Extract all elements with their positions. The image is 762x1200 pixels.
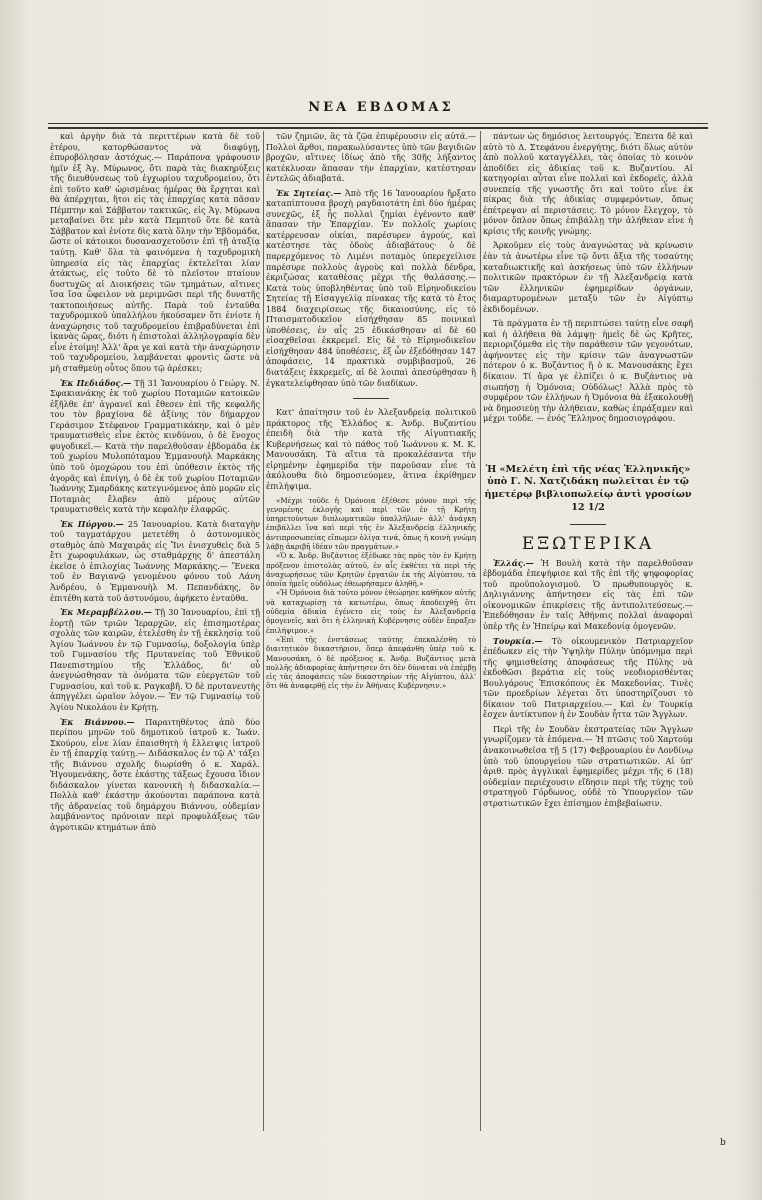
article-paragraph: Ἐκ Πεδιάδος.— Τῇ 31 Ἰανουαρίου ὁ Γεώργ. Ν. Σφακιανάκης ἐκ τοῦ χωρίου Ποταμιῶν κατοικῶν ἐξῆλθε ἐπ' ἀγρανεῖ καὶ ἔθεσεν ἐπὶ τῆς κεφαλῆς του τὸν βραχίονα δὲ ἀξίνης τὸν δήμαρχον Γεράσιμον Στέφανον Γραμματικάκην, καὶ ὁ μὲν τραυματισθεὶς εἶνε ἐκτὸς κινδύνου, ὁ δὲ ἔνοχος φυγοδικεῖ.— Κατὰ τὴν παρελθοῦσαν ἑβδομάδα ἐκ τοῦ χωρίου Μυλοπόταμου Ἐμμανουὴλ Μαρκάκης ὑπὸ τοῦ ὁμοχώρου του ἐπὶ ὑπόθεσιν ἐκτὸς τῆς ἀγορᾶς καὶ ἐπνίγη, ὁ δὲ ἐκ τοῦ χωρίου Ποταμιῶν Ἰωάννης Σμαρδάκης κατεγινόμενος ἀπὸ μορῶν εἰς Ποταμιὰς ἔλαβεν ἀπὸ μέρους αὐτῶν τραυματισθεὶς κατὰ τὴν κεφαλὴν ἐλαφρῶς. bbox=[50, 377, 260, 515]
article-paragraph: καὶ ἀργὴν διὰ τὰ περιττέρων κατὰ δὲ τοῦ ἑτέρου, κατορθώσαντος νὰ διαφύγῃ, ἐπυροβόλησαν ἀστόχως.— Παράπονα γράφουσιν ἡμῖν ἐξ Ἁγ. Μύρωνος, ὅτι παρὰ τὰς διακηρύξεις τῆς διευθύνσεως τοῦ ἐγχωρίου ταχυδρομείου, ὅτι ἐπὶ τοῦτο καθ' ὡρισμένας ἡμέρας θὰ ἔρχηται καὶ θὰ ἀπέρχηται, ἥτοι εἰς τὰς ἐπαρχίας κατὰ πᾶσαν Πέμπτην καὶ Σάββατον τακτικῶς, εἰς Ἁγ. Μύρωνα μεταβαίνει ὅτε μὲν κατὰ Πεμπτοῦ ὅτε δὲ κατὰ Σάββατον καὶ ἐνίοτε δὶς κατὰ ὅλην τὴν Ἑβδομάδα, ὥστε οἱ κάτοικοι δυσανασχετοῦσιν ἐπὶ τῇ ἀταξίᾳ ταύτῃ. Καθ' ὅλα τὰ φαινόμενα ἡ ταχυδρομικὴ ὑπηρεσία εἰς τὰς ἐπαρχίας ἐκτελεῖται λίαν ἀτάκτως, εἰς τοῦτο δὲ τὸ πλεῖστον πταίουν δυστυχῶς αἱ Διοικήσεις τῶν τμημάτων, αἵτινες ἴσα ἴσα ὤφειλον νὰ μεριμνῶσι περὶ τῆς δυνατῆς τακτοποιήσεως αὐτῆς. Παρὰ τοῦ ἐνταῦθα ταχυδρομικοῦ ὑπαλλήλου ἠκούσαμεν ὅτι ἐνίοτε ἡ ἀναχώρησις τοῦ ταχυδρομείου ἐπιβραδύνεται ἐπὶ ἱκανὰς ὥρας, διότι ἡ ἐπιστολαὶ ἀλληλογραφία δὲν εἶνε ἑτοίμη! Ἀλλ' ἄρα γε καὶ κατὰ τὴν ἀναχώρησιν τοῦ ταχυδρομείου, λαμβάνεται φροντὶς ὥστε νὰ μὴ σταθμεύῃ οὗτος ὅπου τῷ ἀρέσκει; bbox=[50, 131, 260, 374]
column-1 bbox=[50, 131, 260, 1131]
article-paragraph: πάντων ὡς δημόσιος λειτουργός. Ἐπειτα δὲ καὶ αὐτὸ τὸ Δ. Στεφάνου ἐνεργήτης, διότι ὅλως αὐτὸν ἀπὸ πολλοῦ καταγγέλλει, τὰς ὁποίας τὸ κοινὸν ἀποδίδει εἰς ἀδικίας τοῦ κ. Βυζαντίου. Αἱ κατηγορίαι αὗται εἶνε πολλαὶ καὶ ἐκδορεῖς, ἀλλὰ συνεπείᾳ τῆς γνωστῆς ὅτι καὶ τοῦτο εἶνε ἐκ πίκρας διὰ τῆς ἀδικίας συμφερόντων, ὅπως ἐπέτρεψαν αἱ περιστάσεις. Τὸ μόνον ἔλεγχον, τὸ μόνον ὅπλον ὅπως ἐπιβάλλῃ τὴν ἀλήθειαν εἶνε ἡ κρίσις τῆς κοινῆς γνώμης. bbox=[483, 131, 693, 236]
quoted-document: «Ἐπὶ τῆς ἐνστάσεως ταύτης ἐπεκαλέσθη τὸ διαιτητικὸν δικαστήριον, ὅπερ ἀπεφάνθη ὑπὲρ τοῦ κ. Μανουσάκη, ὁ δὲ πρόξενος κ. Ἀνδρ. Βυζάντιος μετὰ πολλῆς ἀδιαφορίας ἀπήντησεν ὅτι δὲν δύναται νὰ ἐπέμβῃ εἰς τὰς ἀποφάσεις τῶν δικαστηρίων τῆς Αἰγύπτου, ἀλλ' ὅτι θὰ ἀναφερθῇ εἰς τὴν ἐν Ἀθήναις Κυβέρνησιν.» bbox=[266, 634, 476, 691]
article-heading: Ἐκ Μεραμβέλλου.— bbox=[60, 607, 152, 618]
article-heading: Τουρκία.— bbox=[493, 635, 543, 646]
page-number: b bbox=[720, 1138, 726, 1148]
article-paragraph: τῶν ζημιῶν, ἃς τὰ ζῷα ἐπιφέρουσιν εἰς αὐτά.— Πολλοὶ ἄρθοι, παρακωλύσαντες ὑπὸ τῶν βαγιδιῶν βροχῶν, αἵτινες ἰδίως ἀπὸ τῆς 30ῆς λήξαντος κατέκλυσαν ἅπασαν τὴν ἐπαρχίαν, κατέστησαν ἐντελῶς ἀδιαβατά. bbox=[266, 131, 476, 184]
article-heading: Ἐκ Πύργου.— bbox=[60, 518, 124, 529]
bookshop-advertisement: Ἡ «Μελέτη ἐπὶ τῆς νέας Ἑλληνικῆς» ὑπὸ Γ. Ν. Χατζιδάκη πωλεῖται ἐν τῷ ἡμετέρῳ βιβλιοπωλείῳ ἀντὶ γροσίων 12 1/2 bbox=[484, 463, 692, 513]
article-paragraph: Τουρκία.— Τὸ οἰκουμενικὸν Πατριαρχεῖον ἐπέδωκεν εἰς τὴν Ὑψηλὴν Πύλην ὑπόμνημα περὶ τῆς φημισθείσης ἀποφάσεως τῆς Πύλης νὰ ἐκδοθῶσι βεράτια εἰς τοὺς νεοδιορισθέντας Βουλγάρους Ἐπισκόπους ἐκ Μακεδονίας. Τινὲς τῶν προεδρίων λέγεται ὅτι ὑποστηρίζουσι τὸ δίκαιον τοῦ Πατριαρχείου.— Καὶ ἐν Τουρκίᾳ ἔσχεν ἀντίκτυπον ἡ ἐν Σουδὰν ἧττα τῶν Ἄγγλων. bbox=[483, 635, 693, 720]
article-heading: Ἐκ Πεδιάδος.— bbox=[60, 377, 132, 388]
article-paragraph: Ἐκ Πύργου.— 25 Ἰανουαρίου. Κατὰ διαταγὴν τοῦ ταγματάρχου μετετέθη ὁ ἀστυνομικὸς σταθμὸς ἀπὸ Μαχαιρᾶς εἰς Ἴνι ἐνισχυθεὶς διὰ 5 ἔτι χωροφυλάκων, ὡς σταθμάρχης δ' ἀπεστάλη ἐκεῖσε ὁ ἐπιλοχίας Ἰωάννης Μαρκάκης.— Ἕνεκα τοῦ ἐν Βαγιανῷ γενομένου φόνου τοῦ Λάνη Ἀνδρέου, ὁ Ἐμμανουὴλ Μ. Πεπανδάκης, ὃν ἐπιτέθη κατὰ τοῦ ἀστυνόμου, ἀφήκετο ἐνταῦθα. bbox=[50, 518, 260, 603]
quoted-document: «Μέχρι τοῦδε ἡ Ὀμόνοια ἐξέθεσε μόνον περὶ τῆς γενομένης ἐκλογῆς καὶ περὶ τῶν ἐν τῇ Κρήτῃ ὑπηρετούντων διπλωματικῶν ὑπαλλήλων· ἀλλ' ἀνάγκη ἐπιβάλλει ἵνα καὶ περὶ τῆς ἐν Ἀλεξανδρείᾳ ἐλληνικῆς ἀντιπροσωπείας εἴπωμεν ὀλίγα τινά, ὅπως ἡ κοινὴ γνώμη λάβῃ ἀκριβῆ ἰδέαν τῶν πραγμάτων.» bbox=[266, 495, 476, 551]
section-separator bbox=[353, 398, 389, 399]
article-heading: Ἐκ Σητείας.— bbox=[276, 187, 342, 198]
section-title: ΕΞΩΤΕΡΙΚΑ bbox=[521, 534, 655, 555]
article-paragraph: Ἐκ Βιάννου.— Παραιτηθέντος ἀπὸ δύο περίπου μηνῶν τοῦ δημοτικοῦ ἰατροῦ κ. Ἰωάν. Σκούρου, εἶνε λίαν ἐπαισθητὴ ἡ ἔλλειψις ἰατροῦ ἐν τῇ ἐπαρχίᾳ ταύτῃ.— Διδάσκαλος ἐν τῷ Α' τάξει τῆς Βιάννου σχολῆς διωρίσθη ὁ κ. Χαράλ. Ἡγουμενάκης, ὅστε ἑκάστης τάξεως ἔχουσα ἴδιον διδάσκαλον γίνεται κανονικὴ ἡ διδασκαλία.— Πολλὰ καθ' ἑκάστην ἀκούονται παράπονα κατὰ τῆς ἀδρανείας τοῦ δημάρχου Βιάννου, οὐδεμίαν λαμβάνοντος πρόνοιαν περὶ προφυλάξεως τῶν ἀγροτικῶν κτημάτων ἀπὸ bbox=[50, 716, 260, 832]
quoted-document: «Ὁ κ. Ἀνδρ. Βυζάντιος ἐξέδωκε τὰς πρὸς τὸν ἐν Κρήτῃ πρόξενον ἐπιστολὰς αὐτοῦ, ἐν αἷς ἐκθέτει τὰ περὶ τῆς ἀναχωρήσεως τῶν Κρητῶν ἐργατῶν ἐκ τῆς Αἰγύπτου, τὰ ὁποῖα ἡμεῖς οὐδόλως ἐθεωρήσαμεν ἀληθῆ.» bbox=[266, 551, 476, 589]
article-paragraph: Ἀρκοῦμεν εἰς τοὺς ἀναγνώστας νὰ κρίνωσιν ἐὰν τὰ ἀνωτέρω εἶνε τῷ ὄντι ἄξια τῆς τοσαύτης καταδιωκτικῆς καὶ ἀσκήσεως ὑπὸ τῶν ἐλλήνων πολιτικῶν πρακτόρων ἐν τῇ Ἀλεξανδρείᾳ κατὰ τῶν ἐλληνικῶν ἐφημερίδων ὀργάνων, διαμαρτυρομένων μεταξὺ τῶν ἐν Αἰγύπτῳ ἐκδιδομένων. bbox=[483, 240, 693, 314]
article-paragraph: Περὶ τῆς ἐν Σουδὰν ἐκστρατείας τῶν Ἄγγλων γνωρίζομεν τὰ ἑπόμενα.— Ἡ πτῶσις τοῦ Χαρτούμ ἀνακοινωθεῖσα τῇ 5 (17) Φεβρουαρίου ἐν Λονδίνῳ ὑπὸ τοῦ ὑπουργείου τῶν στρατιωτικῶν. Αἱ ὑπ' ἀριθ. πρὸς ἀγγλικαὶ ἐφημερίδες μέχρι τῆς 6 (18) οὐδεμίαν περιέχουσιν εἴδησιν περὶ τῆς τύχης τοῦ στρατηγοῦ Γόρδωνος, οὐδὲ τὸ Ὑπουργεῖον τῶν στρατιωτικῶν ἔχει ἐπίσημον ἐπιβεβαίωσιν. bbox=[483, 723, 693, 808]
article-paragraph: Κατ' ἀπαίτησιν τοῦ ἐν Ἀλεξανδρείᾳ πολιτικοῦ πράκτορος τῆς Ἑλλάδος κ. Ἀνδρ. Βυζαντίου ἐπειδὴ διὰ τὴν κατὰ τῆς Αἰγυπτιακῆς Κυβερνήσεως καὶ τὸ πάθος τοῦ Ἰωάννου κ. Μ. Κ. Μανουσάκη. Τὰ αἴτια τὰ προκαλέσαντα τὴν εἰρημένην ἐφημερίδα τὴν παροῦσαν εἶνε τὰ ἀκόλουθα διὸ δημοσιεύομεν, ἅτινα ἐκρίθημεν ἐπιλήψιμα. bbox=[266, 407, 476, 491]
article-heading: Ἑλλάς.— bbox=[493, 557, 534, 568]
header-rule-thick bbox=[48, 127, 708, 129]
column-2 bbox=[266, 131, 476, 1131]
article-paragraph: Ἐκ Σητείας.— Ἀπὸ τῆς 16 Ἰανουαρίου ἤρξατο καταπίπτουσα βροχὴ ραγδαιοτάτη ἐπὶ δύο ἡμέρας συνεχῶς, ἐξ ἧς πολλαὶ ζημίαι ἐγένοντο καθ' ἅπασαν τὴν Ἐπαρχίαν. Ἐν πολλοῖς χωρίοις κατέρρευσαν οἰκίαι, παρέσυρεν ἀγρούς, καὶ κατέστησε τὰς ὁδοὺς ἀδιαβάτους· ὁ δὲ παρερχόμενος τὸ Λιμένι ποταμὸς ὑπερεχείλισε παρέσυρε πολλοὺς ἀγροὺς καὶ πολλὰ δένδρα, ἐκριζώσας καταθέσας μέχρι τῆς θαλάσσης.— Κατὰ τοὺς ὑποβληθέντας ὑπὸ τοῦ Εἰρηνοδικείου Σητείας τῇ Εἰσαγγελίᾳ πίνακας τῆς κατὰ τὸ ἔτος 1884 διαχειρίσεως τῆς δικαιοσύνης, εἰς τὸ Πταισματοδικεῖον εἰσήχθησαν 85 ποινικαὶ ὑποθέσεις, ἐν αἷς 25 ἐδικάσθησαν αἱ δὲ 60 εἰσαχθεῖσαι ἐκκρεμεῖ. Εἰς δὲ τὸ Εἰρηνοδικεῖον εἰσήχθησαν 484 ὑποθέσεις, ἐξ ὧν ἐξεδόθησαν 147 ἀποφάσεις, 14 πρακτικὰ συμβιβασμοῦ, 26 διατάξεις ἐκκρεμεῖς, αἱ δὲ λοιπαὶ ἀπεσύρθησαν ἢ ἐγκατελείφθησαν ὑπὸ τῶν διαδίκων. bbox=[266, 187, 476, 388]
header-rule bbox=[48, 123, 708, 124]
page-header-title: ΝΕΑ ΕΒΔΟΜΑΣ bbox=[308, 100, 454, 115]
article-paragraph: Τὰ πράγματα ἐν τῇ περιπτώσει ταύτῃ εἶνε σαφῆ καὶ ἡ ἀλήθεια θὰ λάμψῃ· ἡμεῖς δὲ ὡς Κρῆτες, περιοριζόμεθα εἰς τὴν παράθεσιν τῶν γεγονότων, ἀφήνοντες εἰς τὴν κρίσιν τῶν ἀναγνωστῶν πότερον ὁ κ. Βυζάντιος ἢ ὁ κ. Μανουσάκης ἔχει δίκαιον. Τί ἄρα γε ἐλπίζει ὁ κ. Βυζάντιος νὰ σιωπήσῃ ἡ Ὀμόνοια; Οὐδόλως! Ἀλλὰ πρὸς τὸ συμφέρον τῶν ἐλλήνων ἡ Ὀμόνοια θὰ ἐξακολουθῇ νὰ δημοσιεύῃ τὴν ἀλήθειαν, καθὼς ἐπράξαμεν καὶ μέχρι τοῦδε. — ἐνός Ἕλληνος δημοσιογράφου. bbox=[483, 318, 693, 424]
article-heading: Ἐκ Βιάννου.— bbox=[60, 716, 135, 727]
article-paragraph: Ἑλλάς.— Ἡ Βουλὴ κατὰ τὴν παρελθοῦσαν ἑβδομάδα ἐπεψήφισε καὶ τῆς ἐπὶ τῆς ψηφοφορίας τοῦ προϋπολογισμοῦ. Ὁ πρωθυπουργὸς κ. Δηλιγιάννης ἀπήντησεν εἰς τὰς ἐπὶ τῶν οἰκονομικῶν ἐπικρίσεις τῆς ἀντιπολιτεύσεως.— Ἐπεδόθησαν ἐν ταῖς Ἀθήναις πολλαὶ ἀναφοραὶ ὑπὲρ τῆς ἐν Ἡπείρῳ καὶ Μακεδονίᾳ ὁμογενῶν. bbox=[483, 557, 693, 631]
article-paragraph: Ἐκ Μεραμβέλλου.— Τῇ 30 Ἰανουαρίου, ἐπὶ τῇ ἑορτῇ τῶν τριῶν Ἱεραρχῶν, εἰς ἐπισημοτέρας σχολὰς τῶν καιρῶν, ἐτελέσθη ἐν τῇ ἐκκλησίᾳ τοῦ Ἁγίου Ἰωάννου ἐν τῷ Γυμνασίῳ, δοξολογία ὑπὲρ τοῦ Γυμνασίου τῆς Πρυτανείας τοῦ Ἐθνικοῦ Πανεπιστημίου τῆς Ἑλλάδος, δι' οὗ ἀνεγνώσθησαν τὰ ὀνόματα τῶν εὐεργετῶν τοῦ Γυμνασίου, καὶ τοῦ κ. Ραγκαβῆ. Ὁ δὲ πρυτανευτὴς ἀπηγγέλει ὡραῖον λόγον.— Ἐν τῷ Γυμνασίῳ τοῦ Ἁγίου Νικολάου ἐν Κρήτῃ. bbox=[50, 607, 260, 712]
column-divider bbox=[263, 131, 264, 1131]
section-separator bbox=[570, 524, 606, 525]
column-divider bbox=[480, 131, 481, 1131]
quoted-document: «Ἡ Ὀμόνοια διὰ τοῦτο μόνον ἐθεώρησε καθῆκον αὐτῆς νὰ καταχωρίσῃ τὰ κατωτέρω, ὅπως ἀποδειχθῇ ὅτι οὐδεμία ἀδικία ἐγένετο εἰς τοὺς ἐν Ἀλεξανδρείᾳ ὁμογενεῖς, καὶ ὅτι ἡ ἐλληνικὴ Κυβέρνησις οὐδὲν ἔπραξεν ἐπιλήψιμον.» bbox=[266, 588, 476, 635]
column-3 bbox=[483, 131, 693, 1131]
